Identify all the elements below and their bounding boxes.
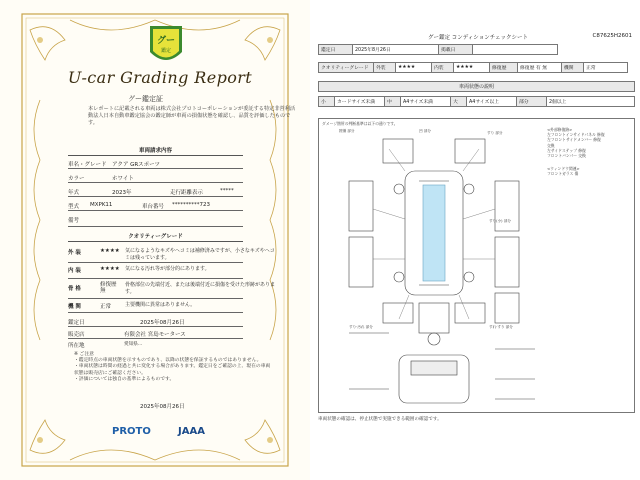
grade-exterior-value: ★★★★	[100, 248, 120, 254]
legend-item: <外部修復跡>	[547, 127, 573, 132]
shop-name: 有限会社 宮島モータース	[124, 332, 186, 338]
location-label: 所在地	[68, 343, 85, 349]
quality-grade-label: クオリティーグレード	[319, 63, 374, 73]
diagram-note: ダメージ箇所の判断基準は以下の通りです。	[322, 121, 398, 126]
explain-heading: 車両状態の説明	[318, 81, 635, 92]
exterior-value: ★★★★	[396, 63, 432, 73]
condition-check-sheet	[318, 0, 640, 480]
vehicle-name-label: 車名・グレード	[68, 162, 107, 168]
appraisal-date-label: 鑑定日	[319, 45, 353, 55]
notes-title: ※ ご注意	[74, 352, 94, 357]
certificate-title: U-car Grading Report	[67, 68, 253, 87]
certificate-subtitle: グー鑑定証	[128, 95, 163, 103]
jaaa-logo: JAAA	[178, 426, 205, 437]
damage-label-right-side: すり(小) 部分	[489, 219, 511, 223]
size-legend-table	[318, 96, 635, 107]
repair-legend	[547, 127, 605, 177]
model-label: 型式	[68, 204, 80, 210]
listing-date-value	[473, 45, 558, 55]
grade-interior-desc: 気になる汚れ等が部分的にあります。	[125, 266, 210, 272]
divider	[68, 338, 243, 339]
sheet-title: グー鑑定 コンディションチェックシート	[428, 35, 529, 41]
divider	[68, 262, 243, 263]
sheet-footer: 車両状態の確認は、停止状態で実施できる範囲の確認です。	[318, 417, 442, 422]
mileage-label: 走行距離表示	[170, 190, 204, 196]
location-value: 愛知県…	[124, 342, 143, 347]
note-item: ・評価については独自の基準によるものです。	[74, 376, 175, 382]
appraisal-date-label: 鑑定日	[68, 320, 85, 326]
divider	[68, 226, 243, 227]
repair-value: 修復歴 有 無	[518, 63, 562, 73]
grade-interior-value: ★★★★	[100, 266, 120, 272]
size-medium-desc: A4サイズ未満	[401, 97, 451, 107]
legend-item: 左フロントインサイドパネル 修復	[547, 132, 605, 138]
divider	[68, 326, 243, 327]
grades-table	[318, 62, 628, 73]
damage-label-rear-right: すれ·すり 部分	[489, 325, 513, 329]
grade-frame-label: 骨 格	[68, 286, 81, 292]
svg-text:グー: グー	[156, 36, 176, 46]
proto-logo: PROTO	[112, 426, 151, 437]
damage-label-front-right: すり 部分	[487, 131, 503, 135]
goo-badge-icon	[147, 24, 185, 68]
shop-label: 販売店	[68, 332, 85, 338]
divider	[68, 210, 243, 211]
vehicle-name-value: アクア GRスポーツ	[112, 162, 160, 168]
divider	[68, 298, 243, 299]
damage-label-front-left: 擦傷 部分	[339, 129, 355, 133]
legend-item: <ウィンドウ関連>	[547, 166, 580, 172]
grade-engine-value: 正常	[100, 304, 112, 310]
listing-date-label: 掲載日	[439, 45, 473, 55]
year-label: 年式	[68, 190, 80, 196]
divider	[68, 278, 243, 279]
vehicle-section-heading: 車両請求内容	[68, 146, 243, 156]
model-value: MXPK11	[90, 202, 113, 208]
sheet-code: C87625H2601	[592, 33, 632, 39]
appraisal-date-value: 2025年08月26日	[140, 320, 185, 326]
chassis-label: 車台番号	[142, 204, 165, 210]
svg-text:鑑定: 鑑定	[160, 48, 172, 54]
size-large-desc: A4サイズ以上	[467, 97, 517, 107]
divider	[68, 196, 243, 197]
divider	[68, 182, 243, 183]
grade-engine-label: 機 関	[68, 304, 81, 310]
damage-diagram	[318, 118, 635, 413]
footer-date: 2025年08月26日	[140, 404, 185, 410]
legend-item: フロントガラス 傷	[547, 171, 579, 177]
color-label: カラー	[68, 176, 85, 182]
legend-item: 交換	[547, 142, 555, 148]
grade-interior-label: 内 装	[68, 268, 81, 274]
color-value: ホワイト	[112, 176, 134, 182]
engine-value: 正常	[584, 63, 628, 73]
legend-item: 左フロントサイドメンバー 修復	[547, 137, 601, 143]
notes-label: 備考	[68, 218, 80, 224]
legend-item: フロントバンパー 交換	[547, 153, 586, 159]
multiple-label: 2個以上	[547, 97, 635, 107]
grade-frame-value: 修復歴 無	[100, 282, 117, 294]
size-small-desc: カードサイズ未満	[335, 97, 385, 107]
note-item: ・鑑定時点の車両状態を示すものであり、以降の状態を保証するものではありません。	[74, 358, 262, 364]
grade-exterior-label: 外 装	[68, 250, 81, 256]
grade-engine-desc: 主要機関に異常はありません。	[125, 302, 196, 308]
grade-exterior-desc: 気になるようなキズやヘコミは補修済みですが、小さなキズやヘコミは残っています。	[125, 248, 275, 261]
interior-value: ★★★★	[454, 63, 490, 73]
certificate-body-text: 本レポートに記載される車両は株式会社プロトコーポレーションが委託する特定非営利活動法人日本自動車鑑定協会の鑑定師が車両の損傷状態を確認し、品質を評価したものです。	[88, 106, 296, 126]
exterior-label: 外装	[374, 63, 396, 73]
damage-label-front: 凹 部分	[419, 129, 431, 133]
divider	[68, 312, 243, 313]
repair-label: 修復歴	[490, 63, 518, 73]
partial-label: 部分	[517, 97, 547, 107]
interior-label: 内装	[432, 63, 454, 73]
size-medium-label: 中	[385, 97, 401, 107]
chassis-value: **********723	[172, 202, 210, 208]
quality-section-heading: クオリティーグレード	[68, 232, 243, 242]
grading-certificate	[0, 0, 310, 480]
size-small-label: 小	[319, 97, 335, 107]
engine-label: 機関	[562, 63, 584, 73]
note-item: ・車両状態は時間の経過と共に変化する場合があります。鑑定日をご確認の上、現在の車両状態は販売店にご確認ください。	[74, 364, 271, 376]
year-value: 2023年	[112, 190, 132, 196]
damage-label-rear-left: すり·汚れ 部分	[349, 325, 373, 329]
divider	[68, 168, 243, 169]
size-large-label: 大	[451, 97, 467, 107]
grade-frame-desc: 骨格部位の先端付近、または後端付近に損傷を受けた形跡があります。	[125, 282, 276, 295]
mileage-value: *****	[220, 188, 234, 194]
certificate-notes	[74, 352, 274, 383]
date-table	[318, 44, 558, 55]
appraisal-date-value: 2025年8月26日	[353, 45, 439, 55]
legend-item: 左サイドステップ 修復	[547, 147, 586, 153]
